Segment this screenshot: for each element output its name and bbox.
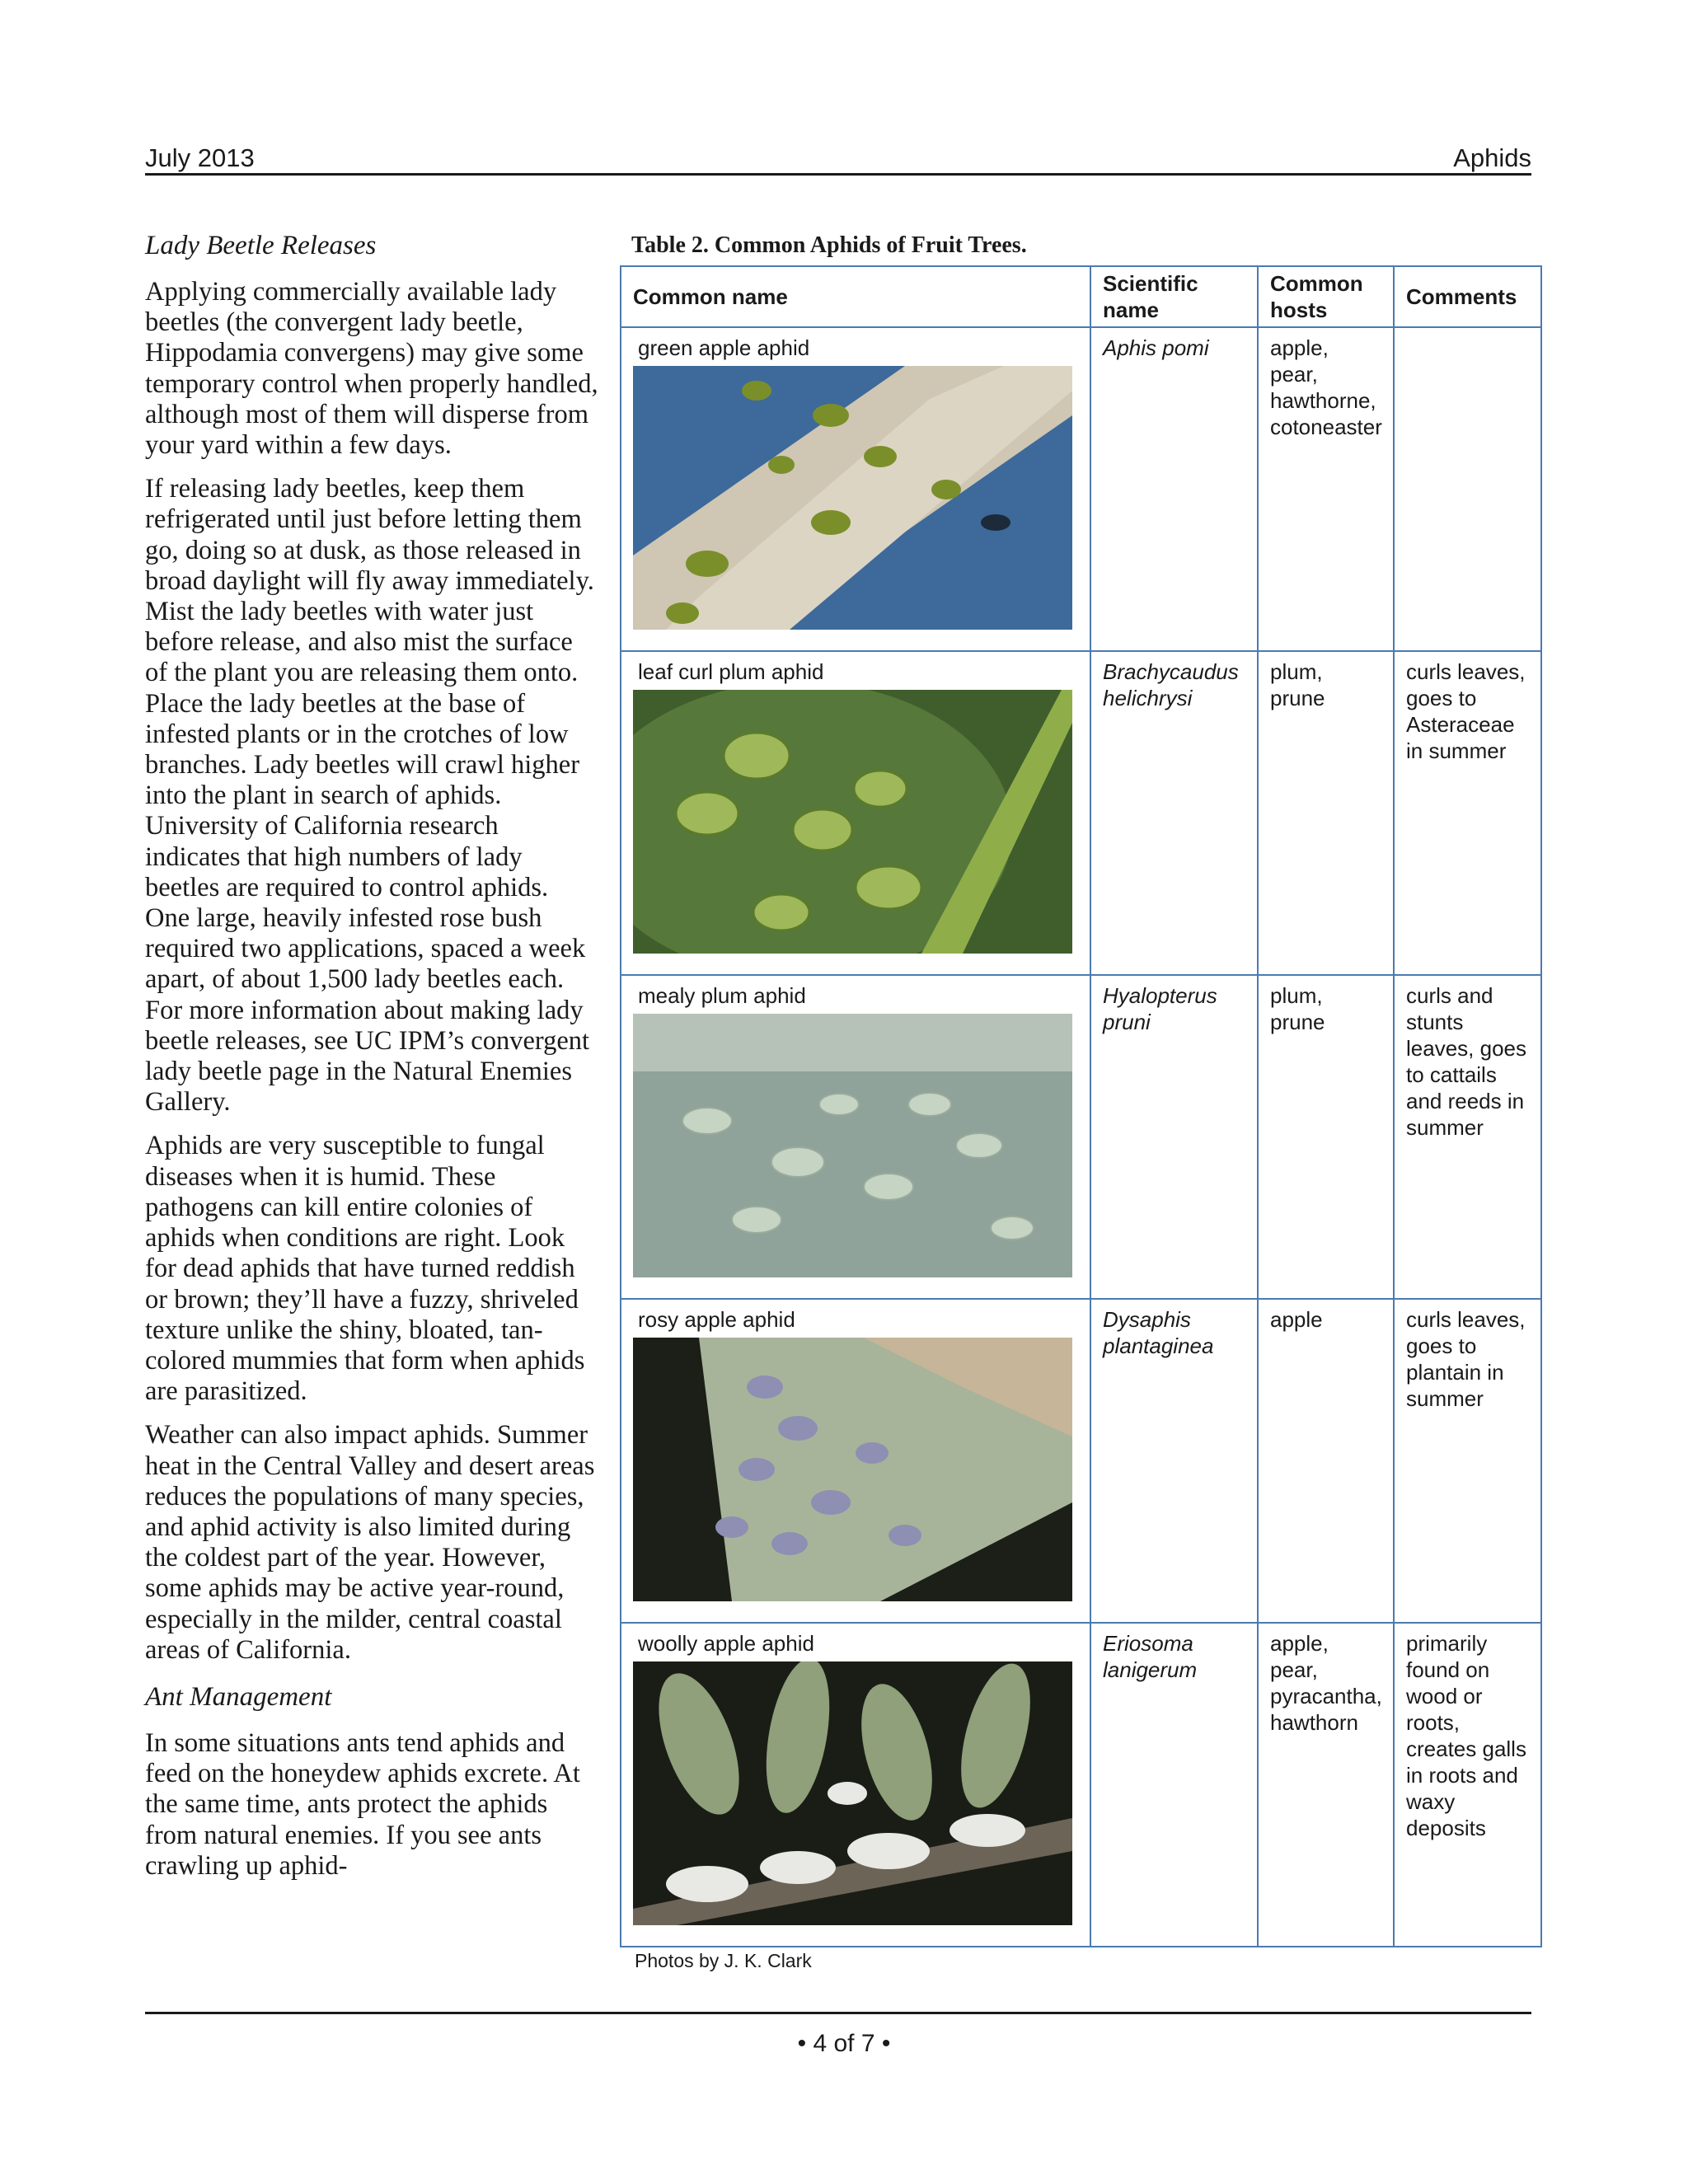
paragraph: Weather can also impact aphids. Summer heat in the Central Valley and desert areas reduces the populations of many species, and aphid activity is also limited during the coldest part of the year. However, some aphids may be active year-round, especially in the milder, central coastal areas of California.	[145, 1420, 595, 1665]
comments: curls leaves, goes to Asteraceae in summer	[1394, 651, 1541, 975]
common-hosts: apple, pear, hawthorne, cotoneaster	[1258, 327, 1394, 651]
common-name-cell	[621, 651, 1090, 975]
comments: primarily found on wood or roots, creates galls in roots and waxy deposits	[1394, 1623, 1541, 1947]
common-name-cell	[621, 975, 1090, 1299]
page-number: • 4 of 7 •	[797, 2030, 891, 2057]
scientific-name: Aphis pomi	[1090, 327, 1258, 651]
scientific-name: Hyalopterus pruni	[1090, 975, 1258, 1299]
common-name: green apple aphid	[638, 335, 810, 360]
rosy-apple-aphid-photo	[633, 1338, 1072, 1601]
comments: curls and stunts leaves, goes to cattails and reeds in summer	[1394, 975, 1541, 1299]
header-date: July 2013	[145, 143, 255, 172]
paragraph: If releasing lady beetles, keep them refrigerated until just before letting them go, doing so at dusk, as those released in broad daylight will fly away immediately. Mist the lady beetles with water just before release, and also mist the surface of the plant you are releasing them onto. Place the lady beetles at the base of infested plants or in the crotches of low branches. Lady beetles will crawl higher into the plant in search of aphids. University of California research indicates that high numbers of lady beetles are required to control aphids. One large, heavily infested rose bush required two applications, spaced a week apart, of about 1,500 lady beetles each. For more information about making lady beetle releases, see UC IPM’s convergent lady beetle page in the Natural Enemies Gallery.	[145, 474, 594, 1118]
table-header-row	[621, 266, 1541, 327]
column-header-common-name: Common name	[621, 266, 1090, 327]
table-title: Table 2. Common Aphids of Fruit Trees.	[631, 232, 1027, 258]
green-apple-aphid-photo	[633, 366, 1072, 630]
table-row	[621, 1299, 1541, 1623]
paragraph: In some situations ants tend aphids and feed on the honeydew aphids excrete. At the same time, ants protect the aphids from natural enemies. If you see ants crawling up aphid-	[145, 1727, 580, 1881]
common-hosts: apple	[1258, 1299, 1394, 1623]
common-name-cell	[621, 1623, 1090, 1947]
table-row	[621, 651, 1541, 975]
table-row	[621, 1623, 1541, 1947]
comments	[1394, 327, 1541, 651]
left-column	[145, 229, 598, 1895]
common-name: rosy apple aphid	[638, 1307, 795, 1332]
header-rule	[145, 173, 1531, 176]
common-name: mealy plum aphid	[638, 983, 806, 1008]
section-heading-ant-management: Ant Management	[145, 1681, 332, 1712]
column-header-comments: Comments	[1394, 266, 1541, 327]
comments: curls leaves, goes to plantain in summer	[1394, 1299, 1541, 1623]
scientific-name: Brachycaudus helichrysi	[1090, 651, 1258, 975]
column-header-common-hosts: Common hosts	[1258, 266, 1394, 327]
paragraph: Applying commercially available lady beetles (the convergent lady beetle, Hippodamia convergens) may give some temporary control when properly handled, although most of them will disperse from your yard within a few days.	[145, 277, 598, 461]
page-header	[145, 137, 1531, 173]
header-topic: Aphids	[1453, 143, 1531, 172]
scientific-name: Dysaphis plantaginea	[1090, 1299, 1258, 1623]
scientific-name: Eriosoma lanigerum	[1090, 1623, 1258, 1947]
section-heading-lady-beetle: Lady Beetle Releases	[145, 231, 377, 260]
paragraph: Aphids are very susceptible to fungal diseases when it is humid. These pathogens can kill entire colonies of aphids when conditions are right. Look for dead aphids that have turned reddish or brown; they’ll have a fuzzy, shriveled texture unlike the shiny, bloated, tan-colored mummies that form when aphids are parasitized.	[145, 1131, 585, 1407]
common-name: woolly apple aphid	[638, 1631, 814, 1656]
woolly-apple-aphid-photo	[633, 1661, 1072, 1925]
common-name-cell	[621, 327, 1090, 651]
common-hosts: plum, prune	[1258, 651, 1394, 975]
common-hosts: plum, prune	[1258, 975, 1394, 1299]
common-name: leaf curl plum aphid	[638, 659, 824, 684]
common-hosts: apple, pear, pyracantha, hawthorn	[1258, 1623, 1394, 1947]
mealy-plum-aphid-photo	[633, 1014, 1072, 1277]
table-row	[621, 975, 1541, 1299]
photo-credit: Photos by J. K. Clark	[635, 1950, 812, 1971]
footer-rule	[145, 2012, 1531, 2014]
aphids-table	[620, 265, 1542, 1947]
column-header-scientific-name: Scientific name	[1090, 266, 1258, 327]
leaf-curl-plum-aphid-photo	[633, 690, 1072, 954]
table-row	[621, 327, 1541, 651]
common-name-cell	[621, 1299, 1090, 1623]
